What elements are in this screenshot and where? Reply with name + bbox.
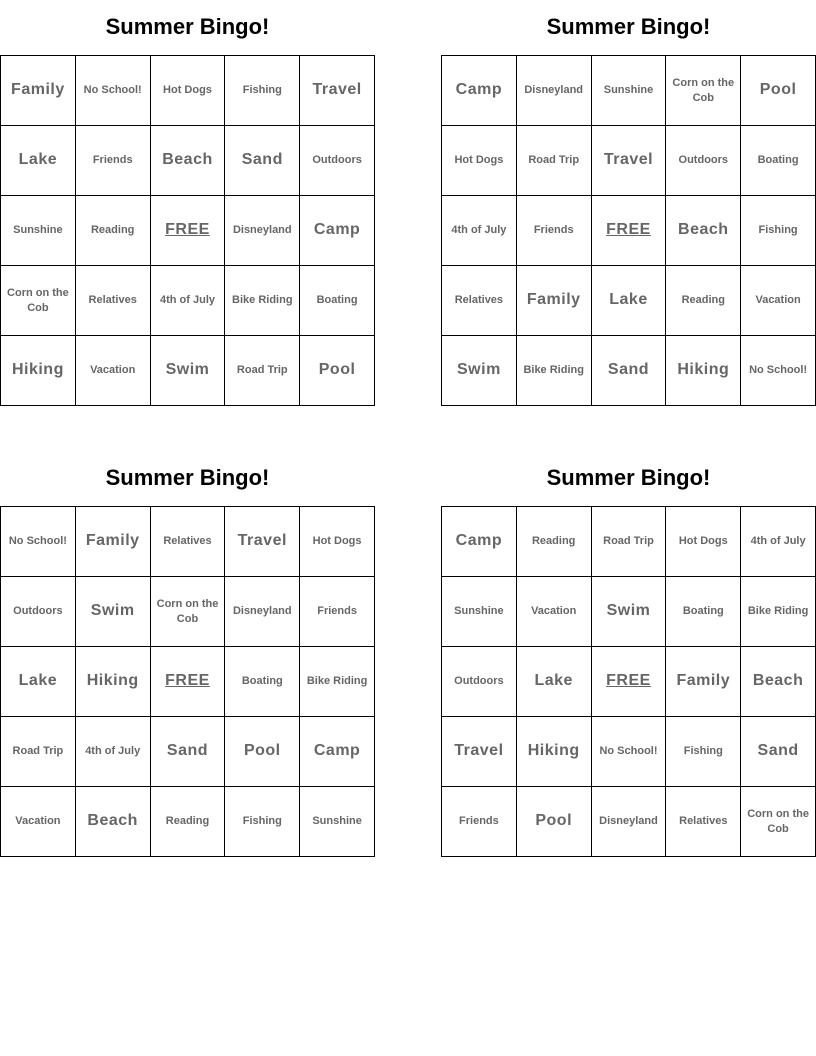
bingo-cell: Beach xyxy=(741,647,816,717)
bingo-cell: Sunshine xyxy=(1,196,76,266)
bingo-cell: Lake xyxy=(592,266,667,336)
bingo-cell: Hiking xyxy=(517,717,592,787)
card-title: Summer Bingo! xyxy=(105,14,270,39)
bingo-cell: Corn on the Cob xyxy=(666,56,741,126)
bingo-cell: Friends xyxy=(442,787,517,857)
bingo-cell: Pool xyxy=(300,336,375,406)
bingo-cell: Fishing xyxy=(666,717,741,787)
bingo-cell: Friends xyxy=(76,126,151,196)
bingo-cell: Friends xyxy=(300,577,375,647)
bingo-cell: Road Trip xyxy=(592,507,667,577)
bingo-cell: 4th of July xyxy=(442,196,517,266)
bingo-cell: Family xyxy=(517,266,592,336)
bingo-cell: Camp xyxy=(300,717,375,787)
bingo-cell: Disneyland xyxy=(592,787,667,857)
bingo-cell: Corn on the Cob xyxy=(1,266,76,336)
bingo-cell: 4th of July xyxy=(741,507,816,577)
bingo-cell: Road Trip xyxy=(1,717,76,787)
bingo-cell: Travel xyxy=(225,507,300,577)
bingo-cell: Sunshine xyxy=(442,577,517,647)
bingo-cell: Family xyxy=(1,56,76,126)
bingo-cell: Bike Riding xyxy=(225,266,300,336)
bingo-cell: Fishing xyxy=(225,56,300,126)
bingo-cell: Bike Riding xyxy=(300,647,375,717)
bingo-cell: Relatives xyxy=(442,266,517,336)
bingo-cell: Sand xyxy=(592,336,667,406)
bingo-cell: Relatives xyxy=(76,266,151,336)
bingo-cell: Hot Dogs xyxy=(666,507,741,577)
bingo-cell: Sand xyxy=(151,717,226,787)
bingo-cell: Outdoors xyxy=(300,126,375,196)
bingo-cell: Bike Riding xyxy=(741,577,816,647)
bingo-grid xyxy=(441,506,816,857)
bingo-cell: Road Trip xyxy=(225,336,300,406)
bingo-cell: Swim xyxy=(592,577,667,647)
bingo-cell: Boating xyxy=(741,126,816,196)
bingo-cell: Corn on the Cob xyxy=(741,787,816,857)
bingo-cell: Relatives xyxy=(151,507,226,577)
bingo-cell: Camp xyxy=(300,196,375,266)
card-title: Summer Bingo! xyxy=(105,465,270,490)
bingo-cell: Travel xyxy=(300,56,375,126)
bingo-cell: Outdoors xyxy=(1,577,76,647)
bingo-cell: Hiking xyxy=(666,336,741,406)
card-title: Summer Bingo! xyxy=(546,465,711,490)
bingo-cell: Family xyxy=(666,647,741,717)
bingo-cell: Beach xyxy=(76,787,151,857)
bingo-cell: Relatives xyxy=(666,787,741,857)
bingo-cell: Reading xyxy=(517,507,592,577)
bingo-cell: Pool xyxy=(741,56,816,126)
bingo-cell: Hot Dogs xyxy=(442,126,517,196)
bingo-cell: Disneyland xyxy=(225,577,300,647)
bingo-cell: Reading xyxy=(666,266,741,336)
bingo-cell: Swim xyxy=(76,577,151,647)
bingo-cell-free: FREE xyxy=(592,647,667,717)
bingo-cell: Travel xyxy=(592,126,667,196)
bingo-grid xyxy=(441,55,816,406)
bingo-cell: Pool xyxy=(225,717,300,787)
bingo-cell: Corn on the Cob xyxy=(151,577,226,647)
bingo-cell: Hot Dogs xyxy=(300,507,375,577)
bingo-cell: Vacation xyxy=(741,266,816,336)
bingo-cell: Vacation xyxy=(1,787,76,857)
bingo-grid xyxy=(0,506,375,857)
bingo-cell: Beach xyxy=(666,196,741,266)
bingo-cell: Boating xyxy=(300,266,375,336)
bingo-cell: Sand xyxy=(225,126,300,196)
bingo-cell: 4th of July xyxy=(76,717,151,787)
bingo-cell: Camp xyxy=(442,56,517,126)
bingo-cell: Reading xyxy=(76,196,151,266)
bingo-cell: Disneyland xyxy=(517,56,592,126)
bingo-grid xyxy=(0,55,375,406)
bingo-cell: Beach xyxy=(151,126,226,196)
bingo-cell: Hiking xyxy=(76,647,151,717)
bingo-cell-free: FREE xyxy=(151,647,226,717)
bingo-cell: Outdoors xyxy=(666,126,741,196)
bingo-cell: Sunshine xyxy=(592,56,667,126)
bingo-cell: Lake xyxy=(1,647,76,717)
bingo-cell: Lake xyxy=(517,647,592,717)
bingo-cell: No School! xyxy=(592,717,667,787)
bingo-cell: Vacation xyxy=(76,336,151,406)
card-title: Summer Bingo! xyxy=(546,14,711,39)
bingo-cell: No School! xyxy=(741,336,816,406)
bingo-cell-free: FREE xyxy=(151,196,226,266)
bingo-cell: Family xyxy=(76,507,151,577)
bingo-cell: Sunshine xyxy=(300,787,375,857)
bingo-cell: Boating xyxy=(666,577,741,647)
bingo-cell: Outdoors xyxy=(442,647,517,717)
bingo-cell: Hiking xyxy=(1,336,76,406)
bingo-cell: Fishing xyxy=(741,196,816,266)
bingo-cell: Swim xyxy=(442,336,517,406)
bingo-cell: Lake xyxy=(1,126,76,196)
bingo-cell: No School! xyxy=(1,507,76,577)
bingo-cell: Hot Dogs xyxy=(151,56,226,126)
bingo-cell: Pool xyxy=(517,787,592,857)
bingo-cell: Road Trip xyxy=(517,126,592,196)
bingo-cell: Fishing xyxy=(225,787,300,857)
bingo-cell: Camp xyxy=(442,507,517,577)
bingo-cell-free: FREE xyxy=(592,196,667,266)
bingo-cell: Travel xyxy=(442,717,517,787)
bingo-cell: Sand xyxy=(741,717,816,787)
bingo-cell: Reading xyxy=(151,787,226,857)
bingo-cell: No School! xyxy=(76,56,151,126)
bingo-cell: 4th of July xyxy=(151,266,226,336)
bingo-cell: Boating xyxy=(225,647,300,717)
bingo-cell: Friends xyxy=(517,196,592,266)
bingo-cell: Swim xyxy=(151,336,226,406)
bingo-cell: Bike Riding xyxy=(517,336,592,406)
bingo-cell: Vacation xyxy=(517,577,592,647)
bingo-cell: Disneyland xyxy=(225,196,300,266)
